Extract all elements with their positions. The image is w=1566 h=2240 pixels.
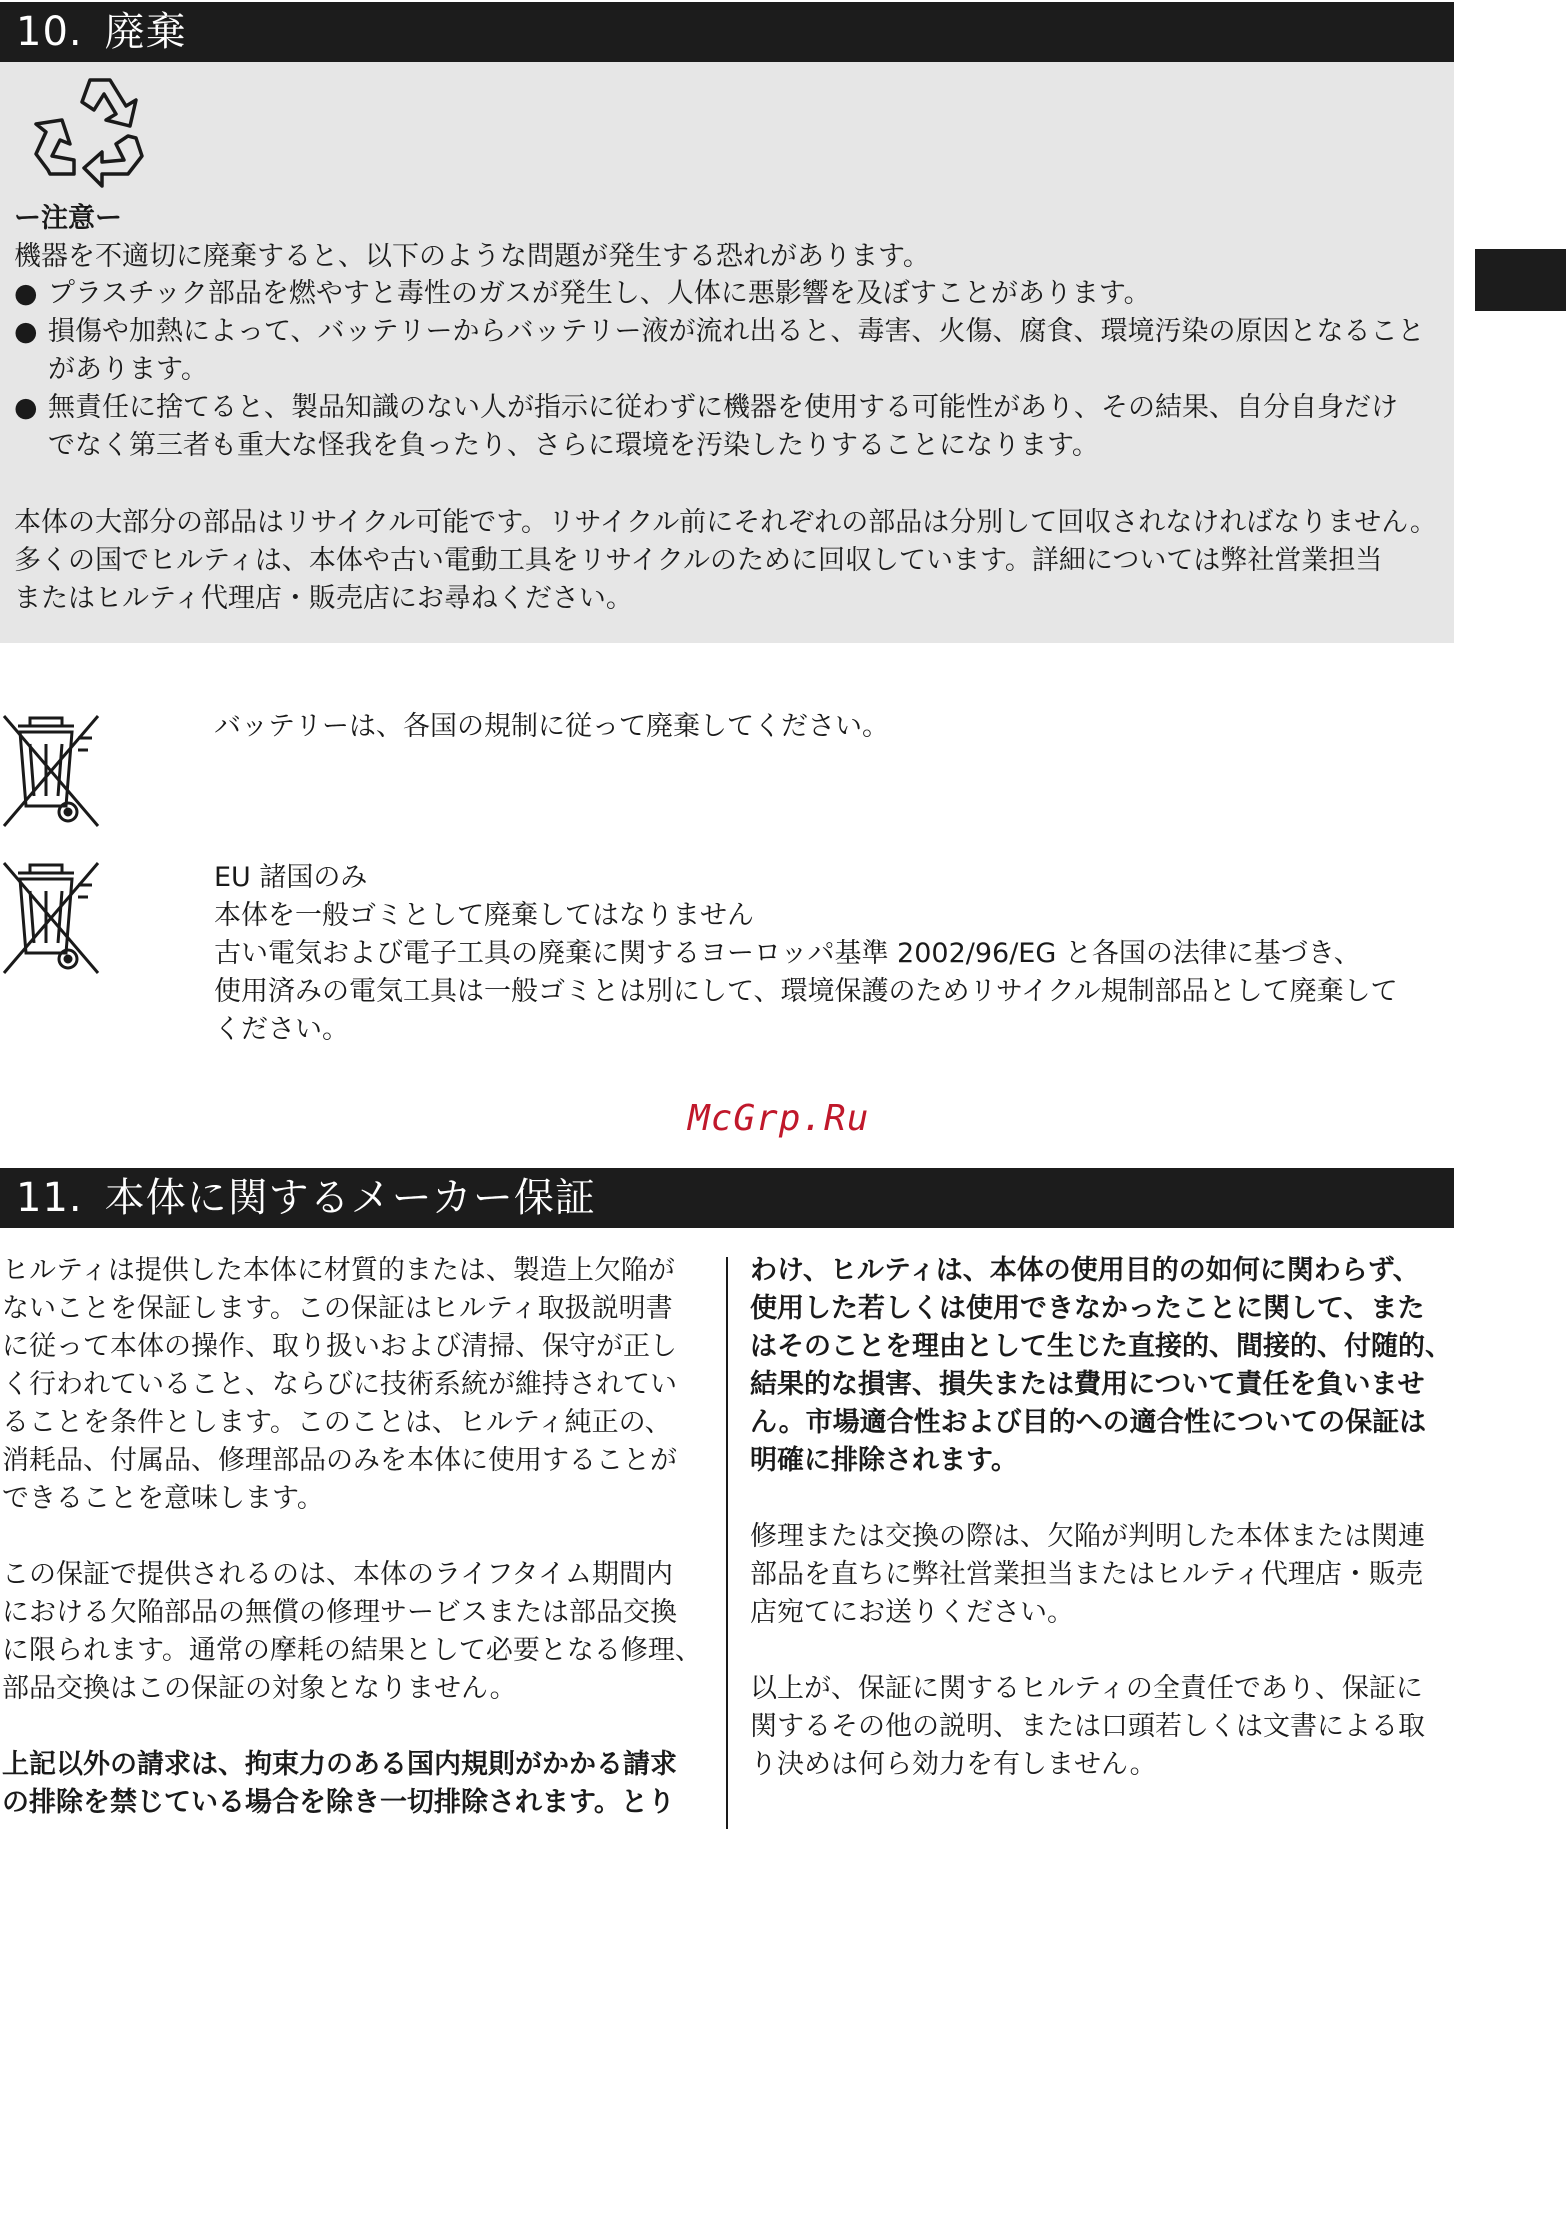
- paragraph-line: に従って本体の操作、取り扱いおよび清掃、保守が正し: [2, 1331, 677, 1362]
- recycle-paragraph-line: またはヒルティ代理店・販売店にお尋ねください。: [14, 583, 633, 614]
- battery-note: バッテリーは、各国の規制に従って廃棄してください。: [214, 711, 889, 742]
- paragraph-line: ることを条件とします。このことは、ヒルティ純正の、: [2, 1407, 672, 1438]
- eu-note-line: ください。: [214, 1014, 349, 1045]
- watermark: McGrp.Ru: [688, 1098, 870, 1139]
- warranty-left-column: [2, 1252, 702, 1822]
- eu-note-line: 使用済みの電気工具は一般ゴミとは別にして、環境保護のためリサイクル規制部品として廃棄して: [214, 976, 1398, 1007]
- eu-note-line: EU 諸国のみ: [214, 862, 368, 893]
- paragraph-line: ヒルティは提供した本体に材質的または、製造上欠陥が: [2, 1255, 675, 1286]
- caution-label: ー注意ー: [14, 203, 122, 234]
- paragraph-line: 部品交換はこの保証の対象となりません。: [2, 1673, 517, 1704]
- section-10-title: 廃棄: [104, 9, 187, 55]
- paragraph-line: できることを意味します。: [2, 1483, 324, 1514]
- bullet-text-line: があります。: [48, 354, 208, 385]
- section-11-heading: [0, 1168, 1454, 1228]
- paragraph-line: 以上が、保証に関するヒルティの全責任であり、保証に: [750, 1673, 1423, 1704]
- section-11-number: 11.: [16, 1175, 83, 1221]
- section-11-title: 本体に関するメーカー保証: [104, 1175, 596, 1221]
- paragraph-line: はそのことを理由として生じた直接的、間接的、付随的、: [750, 1331, 1452, 1362]
- crossed-out-wheelie-bin-icon: [0, 855, 104, 977]
- column-divider: [726, 1257, 728, 1829]
- bullet-icon: ●: [14, 316, 38, 347]
- side-section-tab: [1475, 249, 1566, 311]
- paragraph-line: ないことを保証します。この保証はヒルティ取扱説明書: [2, 1293, 673, 1324]
- section-10-number: 10.: [16, 9, 83, 55]
- paragraph-line: 修理または交換の際は、欠陥が判明した本体または関連: [750, 1521, 1425, 1552]
- recycle-paragraph-line: 本体の大部分の部品はリサイクル可能です。リサイクル前にそれぞれの部品は分別して回収されなければなりません。: [14, 507, 1437, 538]
- paragraph-line: ん。市場適合性および目的への適合性についての保証は: [750, 1407, 1427, 1438]
- paragraph-line: 部品を直ちに弊社営業担当またはヒルティ代理店・販売: [750, 1559, 1423, 1590]
- eu-note-line: 本体を一般ゴミとして廃棄してはなりません: [214, 900, 754, 931]
- recycle-icon: [28, 74, 152, 192]
- crossed-out-wheelie-bin-icon: [0, 708, 104, 830]
- paragraph-line: く行われていること、ならびに技術系統が維持されてい: [2, 1369, 677, 1400]
- eu-note-line: 古い電気および電子工具の廃棄に関するヨーロッパ基準 2002/96/EG と各国の法律に基づき、: [214, 938, 1361, 969]
- paragraph-line: 上記以外の請求は、拘束力のある国内規則がかかる請求: [2, 1749, 677, 1780]
- bullet-icon: ●: [14, 278, 38, 309]
- paragraph-line: における欠陥部品の無償の修理サービスまたは部品交換: [2, 1597, 677, 1628]
- caution-intro: 機器を不適切に廃棄すると、以下のような問題が発生する恐れがあります。: [14, 241, 930, 272]
- section-10-heading: [0, 2, 1454, 62]
- paragraph-line: に限られます。通常の摩耗の結果として必要となる修理、: [2, 1635, 702, 1666]
- paragraph-line: わけ、ヒルティは、本体の使用目的の如何に関わらず、: [750, 1255, 1420, 1286]
- bullet-icon: ●: [14, 392, 38, 423]
- paragraph-line: 結果的な損害、損失または費用について責任を負いませ: [750, 1369, 1425, 1400]
- paragraph-line: 明確に排除されます。: [750, 1445, 1018, 1476]
- bullet-text-line: 損傷や加熱によって、バッテリーからバッテリー液が流れ出ると、毒害、火傷、腐食、環境汚染の原因となること: [48, 316, 1425, 347]
- paragraph-line: 使用した若しくは使用できなかったことに関して、また: [750, 1293, 1425, 1324]
- paragraph-line: り決めは何ら効力を有しません。: [750, 1749, 1157, 1780]
- paragraph-line: この保証で提供されるのは、本体のライフタイム期間内: [2, 1559, 673, 1590]
- bullet-text-line: プラスチック部品を燃やすと毒性のガスが発生し、人体に悪影響を及ぼすことがあります。: [48, 278, 1151, 309]
- bullet-text-line: 無責任に捨てると、製品知識のない人が指示に従わずに機器を使用する可能性があり、その結果、自分自身だけ: [48, 392, 1398, 423]
- paragraph-line: 店宛てにお送りください。: [750, 1597, 1074, 1628]
- recycle-paragraph-line: 多くの国でヒルティは、本体や古い電動工具をリサイクルのために回収しています。詳細については弊社営業担当: [14, 545, 1383, 576]
- warranty-right-column: [750, 1252, 1452, 1784]
- paragraph-line: 関するその他の説明、または口頭若しくは文書による取: [750, 1711, 1425, 1742]
- bullet-text-line: でなく第三者も重大な怪我を負ったり、さらに環境を汚染したりすることになります。: [48, 430, 1099, 461]
- paragraph-line: の排除を禁じている場合を除き一切排除されます。とり: [2, 1787, 675, 1818]
- paragraph-line: 消耗品、付属品、修理部品のみを本体に使用することが: [2, 1445, 677, 1476]
